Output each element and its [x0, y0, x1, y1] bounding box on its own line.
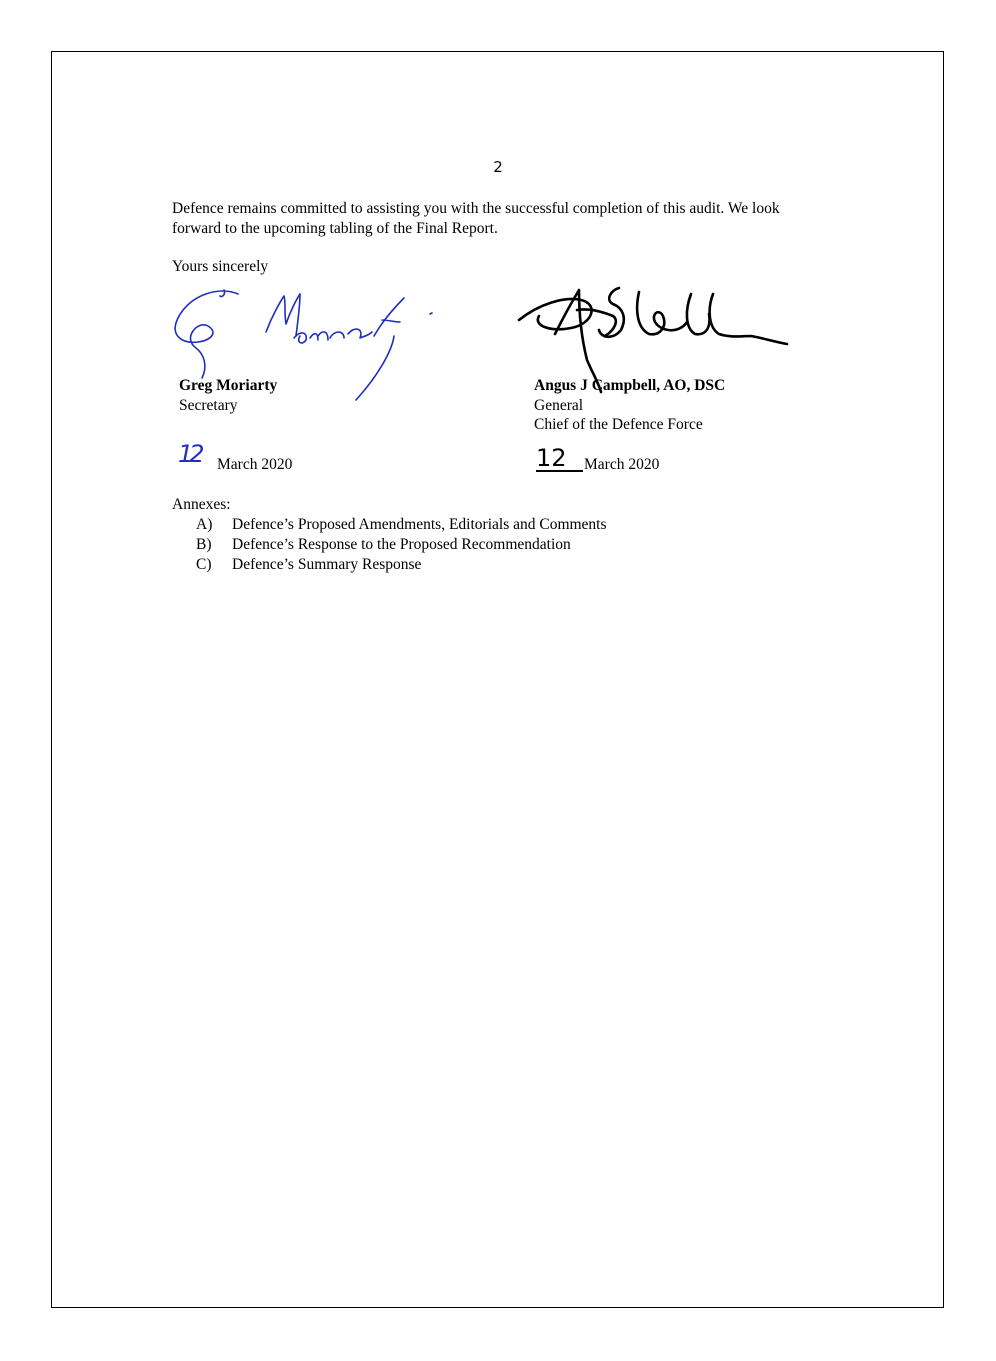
page-frame [51, 51, 944, 1308]
closing-salutation: Yours sincerely [172, 258, 269, 275]
signatory-2-title-rank: General [534, 397, 584, 414]
annex-text: Defence’s Summary Response [232, 556, 422, 573]
annex-item [196, 535, 607, 555]
annexes-heading: Annexes: [172, 496, 231, 513]
signatory-1-handwritten-day: 12 [178, 440, 201, 468]
annex-list [196, 515, 607, 575]
signatory-1-title: Secretary [179, 397, 238, 414]
annex-text: Defence’s Proposed Amendments, Editorials and Comments [232, 516, 607, 533]
annex-letter: C) [196, 556, 212, 573]
signatory-1-date: March 2020 [217, 456, 293, 473]
signatory-2-handwritten-day: 12 [536, 446, 583, 472]
page-number: 2 [493, 158, 503, 176]
annex-item [196, 515, 607, 535]
signatory-2-date: March 2020 [584, 456, 660, 473]
signatory-2-title-role: Chief of the Defence Force [534, 416, 703, 433]
signatory-2-name: Angus J Campbell, AO, DSC [534, 377, 726, 394]
signatory-1-name: Greg Moriarty [179, 377, 278, 394]
annex-text: Defence’s Response to the Proposed Recommendation [232, 536, 571, 553]
body-paragraph: Defence remains committed to assisting you with the successful completion of this audit. We look forward to the upcoming tabling of the Final Report. [172, 200, 780, 237]
annex-letter: A) [196, 516, 213, 533]
annex-letter: B) [196, 536, 212, 553]
annex-item [196, 555, 607, 575]
